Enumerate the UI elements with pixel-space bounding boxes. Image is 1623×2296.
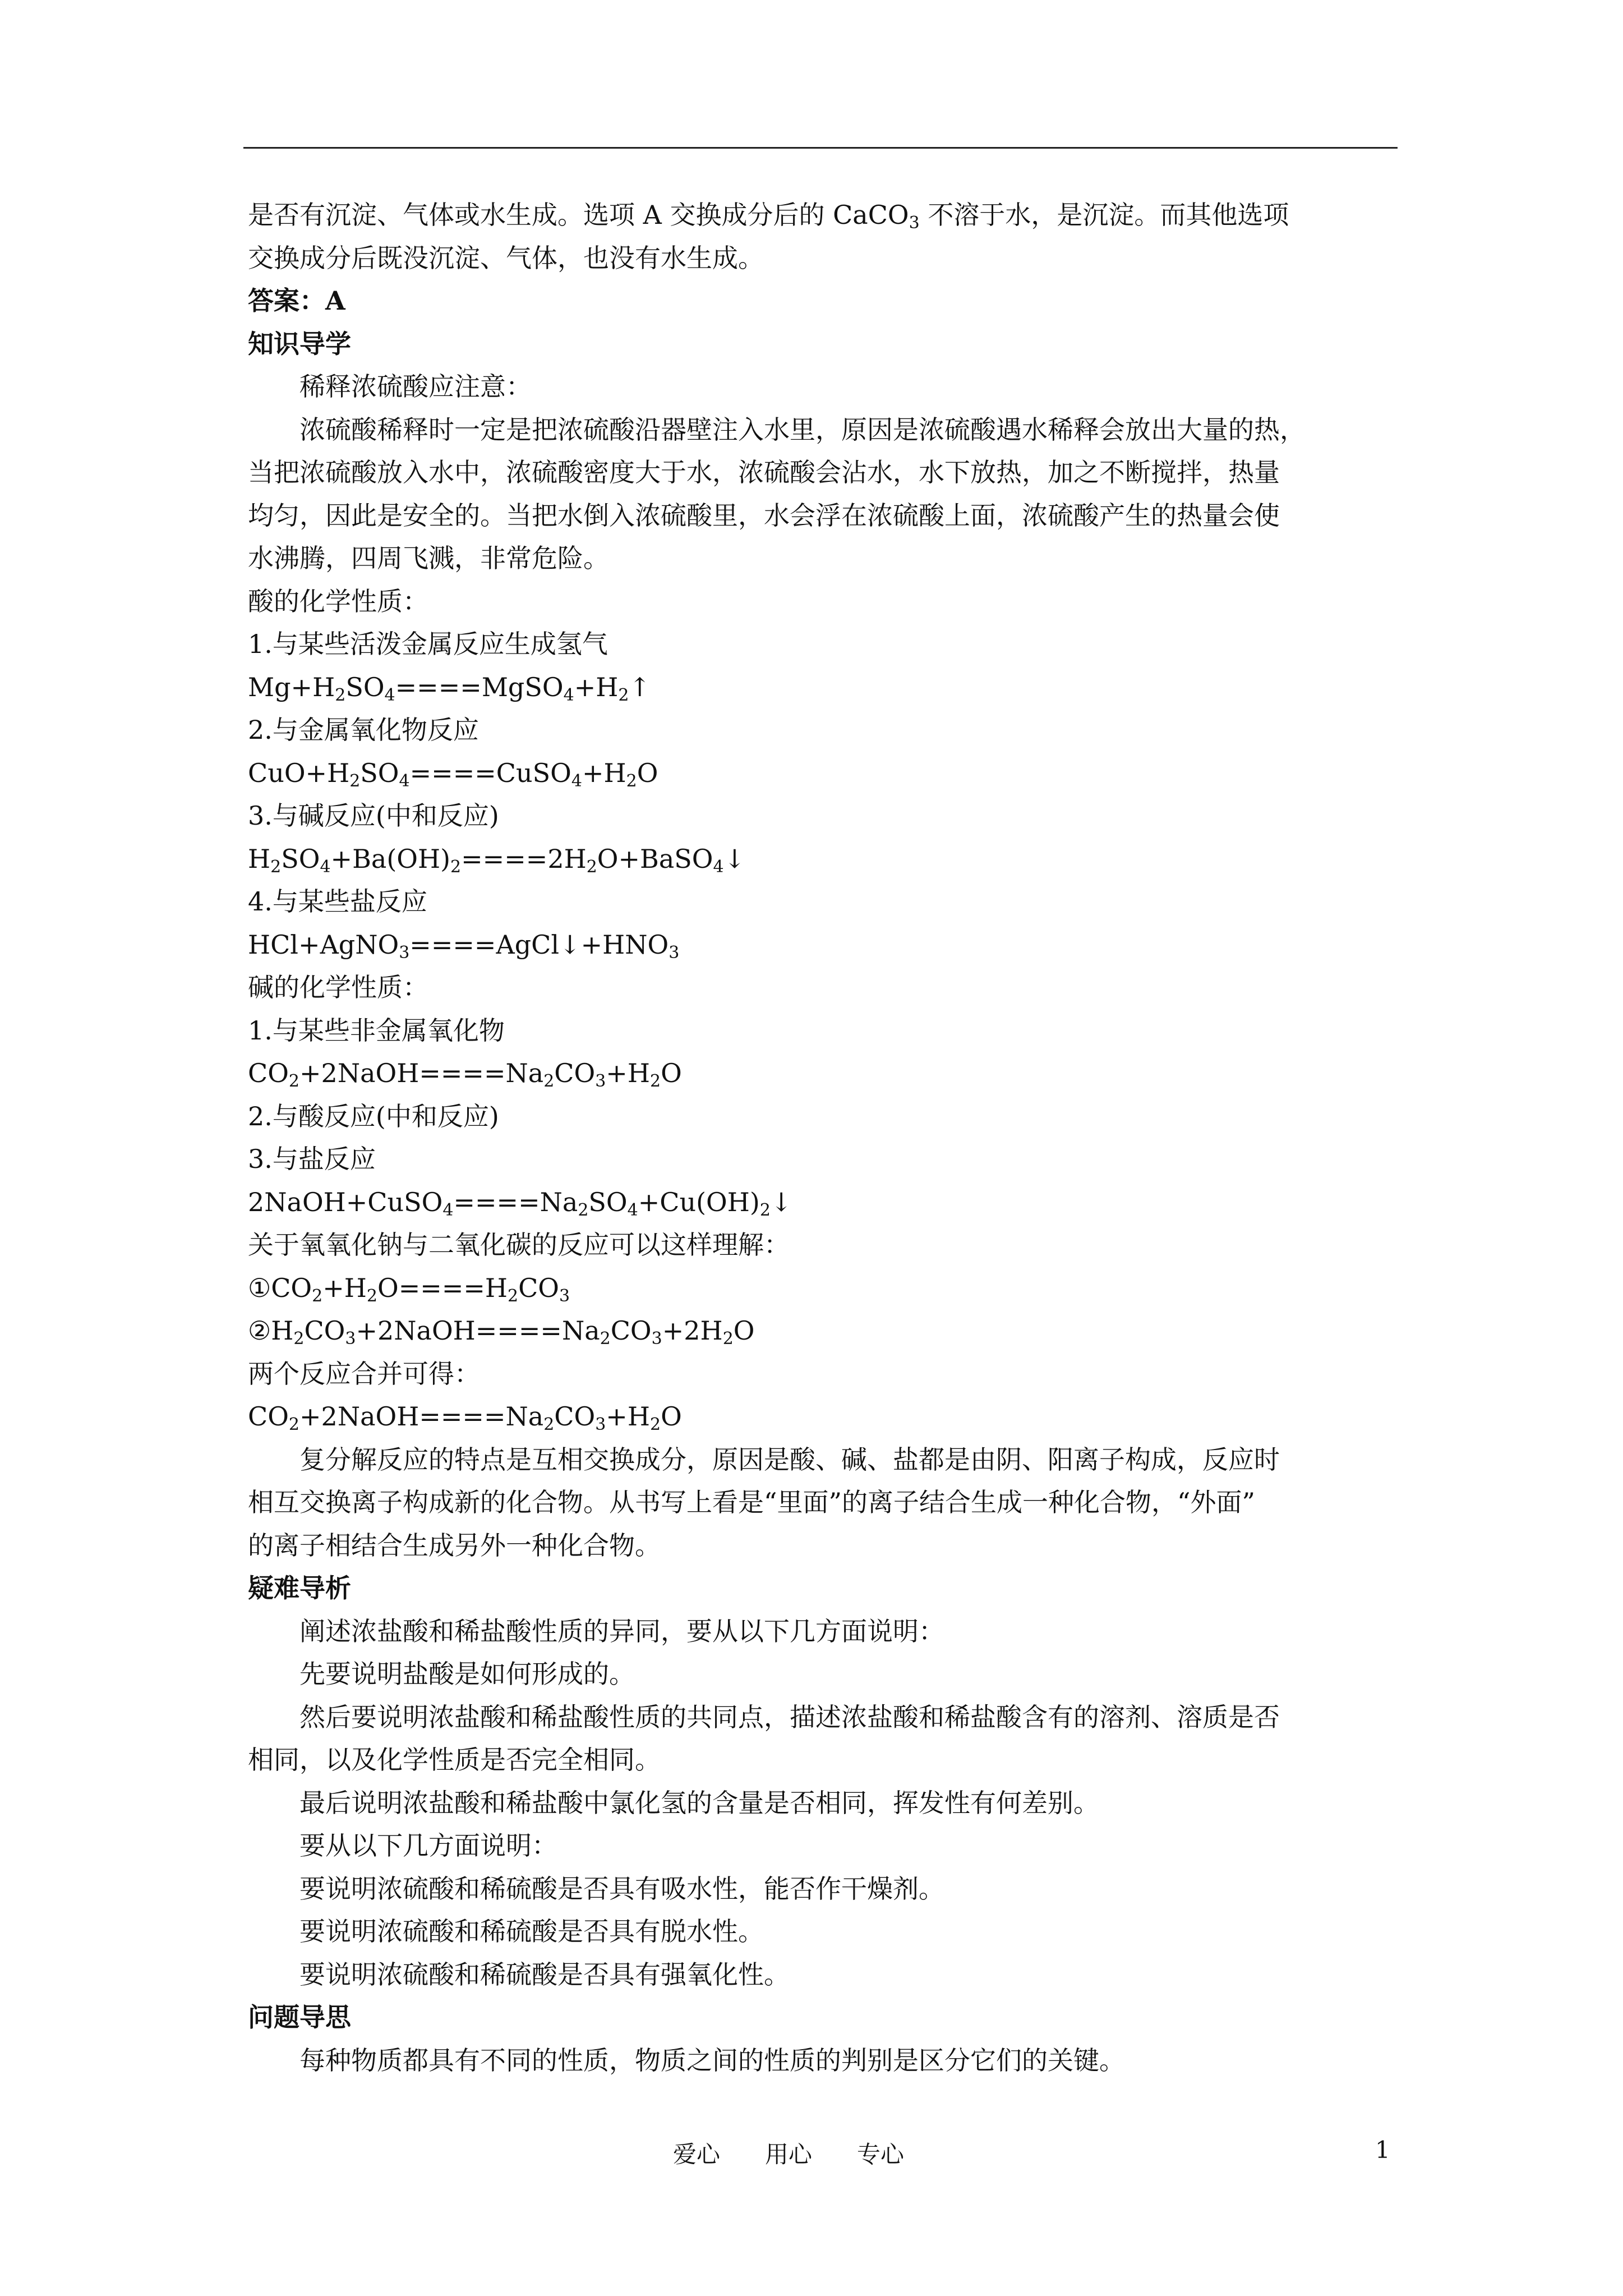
difficulty-line: 然后要说明浓盐酸和稀盐酸性质的共同点，描述浓盐酸和稀盐酸含有的溶剂、溶质是否 <box>299 1701 1280 1732</box>
equation-h2so4-baoh2: $H_2SO_4+Ba(OH)_2====2H_2O+BaSO_4↓$ <box>248 843 746 877</box>
equation-step-1: $①CO_2+H_2O====H_2CO_3$ <box>248 1272 570 1306</box>
difficulty-line: 要说明浓硫酸和稀硫酸是否具有强氧化性。 <box>299 1959 790 1990</box>
base-property-2: 2.与酸反应(中和反应) <box>248 1101 499 1131</box>
question-line: 每种物质都具有不同的性质，物质之间的性质的判别是区分它们的关键。 <box>299 2045 1125 2076</box>
section-heading-question: 问题导思 <box>248 2002 351 2032</box>
base-title: 碱的化学性质： <box>248 972 428 1002</box>
answer: 答案：A <box>248 286 345 316</box>
acid-property-3: 3.与碱反应(中和反应) <box>248 800 499 831</box>
acid-property-2: 2.与金属氧化物反应 <box>248 715 479 745</box>
acid-title: 酸的化学性质： <box>248 586 428 616</box>
page-number: 1 <box>1375 2136 1390 2164</box>
difficulty-line: 最后说明浓盐酸和稀盐酸中氯化氢的含量是否相同，挥发性有何差别。 <box>299 1787 1099 1818</box>
difficulty-line: 相同，以及化学性质是否完全相同。 <box>248 1745 661 1775</box>
difficulty-line: 要说明浓硫酸和稀硫酸是否具有吸水性，能否作干燥剂。 <box>299 1873 944 1904</box>
equation-step-2: $②H_2CO_3+2NaOH====Na_2CO_3+2H_2O$ <box>248 1315 755 1349</box>
equation-hcl-agno3: $HCl+AgNO_3====AgCl↓+HNO_3$ <box>248 929 680 963</box>
footer-motto-word: 用心 <box>765 2141 813 2168</box>
base-property-3: 3.与盐反应 <box>248 1144 376 1174</box>
intro-line-1: 是否有沉淀、气体或水生成。选项 A 交换成分后的 CaCO$_3$ 不溶于水，是沉淀。而其他选项 <box>248 200 1289 233</box>
double-decomposition-line: 的离子相结合生成另外一种化合物。 <box>248 1530 661 1561</box>
footer-motto <box>673 2136 949 2170</box>
header-rule <box>243 147 1398 149</box>
dilution-paragraph-line: 浓硫酸稀释时一定是把浓硫酸沿器壁注入水里，原因是浓硫酸遇水稀释会放出大量的热， <box>299 414 1306 445</box>
difficulty-line: 先要说明盐酸是如何形成的。 <box>299 1659 635 1689</box>
base-property-1: 1.与某些非金属氧化物 <box>248 1015 505 1046</box>
section-heading-knowledge: 知识导学 <box>248 328 351 359</box>
difficulty-line: 要从以下几方面说明： <box>299 1830 557 1861</box>
equation-combined: $CO_2+2NaOH====Na_2CO_3+H_2O$ <box>248 1401 682 1434</box>
dilution-title: 稀释浓硫酸应注意： <box>299 371 532 402</box>
dilution-paragraph-line: 均匀，因此是安全的。当把水倒入浓硫酸里，水会浮在浓硫酸上面，浓硫酸产生的热量会使 <box>248 500 1280 531</box>
equation-mg-h2so4: $Mg+H_2SO_4====MgSO_4+H_2↑$ <box>248 671 651 705</box>
difficulty-line: 要说明浓硫酸和稀硫酸是否具有脱水性。 <box>299 1916 764 1947</box>
document-body <box>248 194 1403 2082</box>
double-decomposition-line: 相互交换离子构成新的化合物。从书写上看是“里面”的离子结合生成一种化合物，“外面” <box>248 1487 1256 1517</box>
equation-naoh-cuso4: $2NaOH+CuSO_4====Na_2SO_4+Cu(OH)_2↓$ <box>248 1186 792 1220</box>
section-heading-difficulty: 疑难导析 <box>248 1573 351 1603</box>
dilution-paragraph-line: 水沸腾，四周飞溅，非常危险。 <box>248 543 609 573</box>
double-decomposition-line: 复分解反应的特点是互相交换成分，原因是酸、碱、盐都是由阴、阳离子构成，反应时 <box>299 1444 1280 1475</box>
equation-co2-naoh: $CO_2+2NaOH====Na_2CO_3+H_2O$ <box>248 1058 682 1091</box>
dilution-paragraph-line: 当把浓硫酸放入水中，浓硫酸密度大于水，浓硫酸会沾水，水下放热，加之不断搅拌，热量 <box>248 457 1280 487</box>
naoh-co2-note: 关于氧氧化钠与二氧化碳的反应可以这样理解： <box>248 1230 790 1260</box>
acid-property-1: 1.与某些活泼金属反应生成氢气 <box>248 629 608 659</box>
footer-motto-word: 爱心 <box>673 2141 721 2168</box>
intro-line-2: 交换成分后既没沉淀、气体，也没有水生成。 <box>248 242 764 273</box>
footer-motto-word: 专心 <box>857 2141 905 2168</box>
difficulty-line: 阐述浓盐酸和稀盐酸性质的异同，要从以下几方面说明： <box>299 1616 944 1646</box>
acid-property-4: 4.与某些盐反应 <box>248 886 427 917</box>
equation-cuo-h2so4: $CuO+H_2SO_4====CuSO_4+H_2O$ <box>248 757 658 791</box>
combine-note: 两个反应合并可得： <box>248 1358 480 1389</box>
